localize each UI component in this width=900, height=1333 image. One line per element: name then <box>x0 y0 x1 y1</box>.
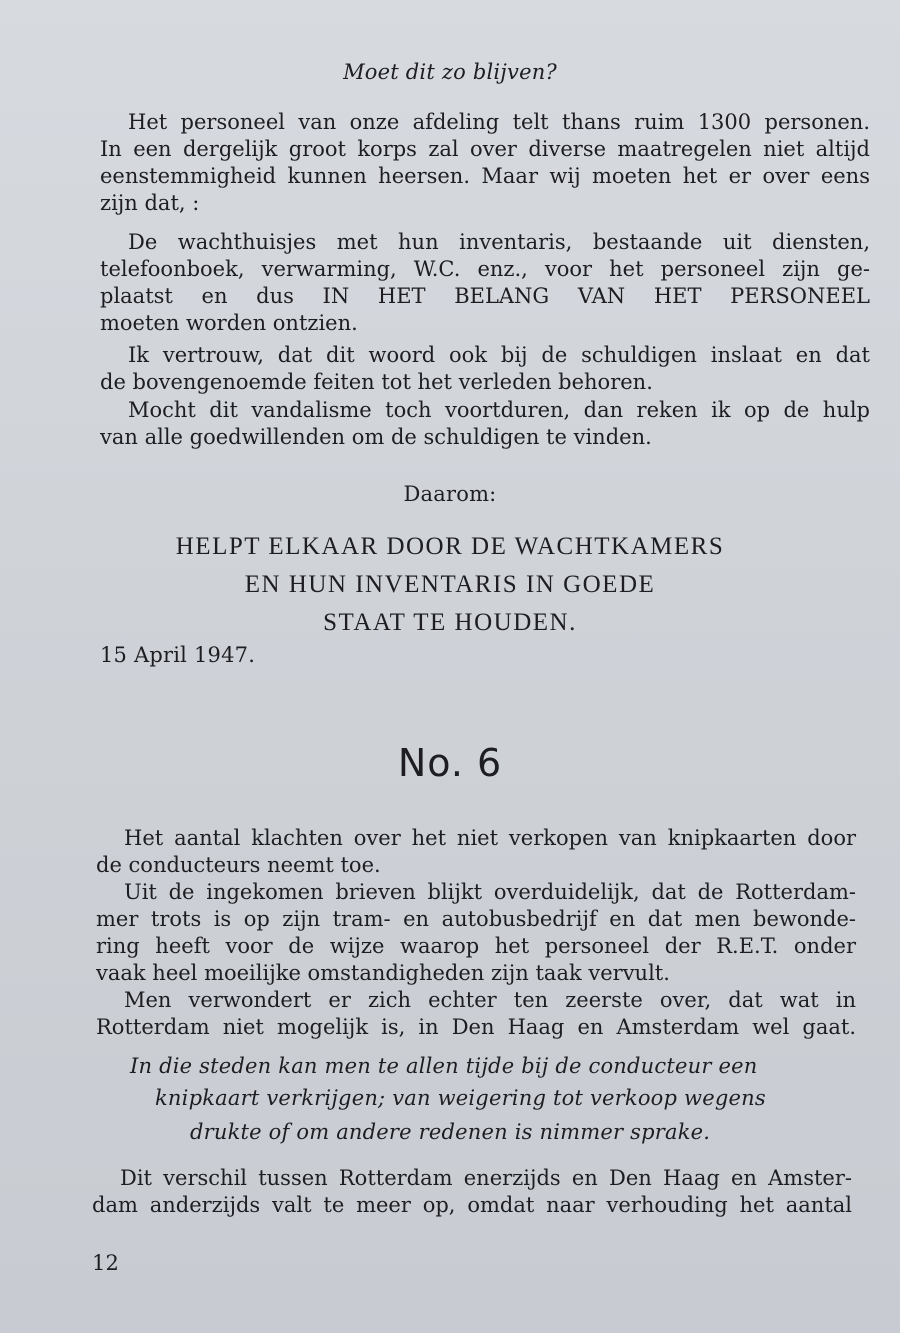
page-number: 12 <box>92 1251 120 1275</box>
paragraph-line: moeten worden ontzien. <box>100 311 358 335</box>
paragraph-line: plaatst en dus IN HET BELANG VAN HET PERSONEEL <box>100 284 870 308</box>
section2-paragraph-4 <box>92 1168 852 1222</box>
paragraph-line: Men verwondert er zich echter ten zeerste over, dat wat in <box>124 988 856 1012</box>
section2-paragraph-2 <box>96 882 856 990</box>
paragraph-line: de bovengenoemde feiten tot het verleden behoren. <box>100 370 653 394</box>
paragraph-line: zijn dat, : <box>100 191 200 215</box>
section2-paragraph-1 <box>96 828 856 882</box>
paragraph-line: Dit verschil tussen Rotterdam enerzijds en Den Haag en Amster- <box>120 1166 852 1190</box>
appeal-line: HELPT ELKAAR DOOR DE WACHTKAMERS <box>175 533 725 560</box>
paragraph-line: Rotterdam niet mogelijk is, in Den Haag en Amsterdam wel gaat. <box>96 1015 856 1039</box>
quote-line: knipkaart verkrijgen; van weigering tot verkoop wegens <box>155 1086 766 1110</box>
paragraph-line: In een dergelijk groot korps zal over diverse maatregelen niet altijd <box>100 137 870 161</box>
paragraph-line: Ik vertrouw, dat dit woord ook bij de schuldigen inslaat en dat <box>128 343 870 367</box>
paragraph-line: ring heeft voor de wijze waarop het personeel der R.E.T. onder <box>96 934 856 958</box>
paragraph-line: van alle goedwillenden om de schuldigen te vinden. <box>100 425 652 449</box>
paragraph-line: Uit de ingekomen brieven blijkt overduidelijk, dat de Rotterdam- <box>124 880 856 904</box>
paragraph-2 <box>100 232 870 340</box>
paragraph-line: Het aantal klachten over het niet verkopen van knipkaarten door <box>124 826 856 850</box>
appeal-line: EN HUN INVENTARIS IN GOEDE <box>244 571 656 598</box>
page-heading: Moet dit zo blijven? <box>343 60 557 84</box>
daarom-label: Daarom: <box>403 482 497 506</box>
paragraph-line: De wachthuisjes met hun inventaris, bestaande uit diensten, <box>128 230 870 254</box>
paragraph-line: vaak heel moeilijke omstandigheden zijn taak vervult. <box>96 961 670 985</box>
paragraph-line: de conducteurs neemt toe. <box>96 853 381 877</box>
paragraph-line: telefoonboek, verwarming, W.C. enz., voor het personeel zijn ge- <box>100 257 870 281</box>
section2-paragraph-3 <box>96 990 856 1044</box>
paragraph-line: dam anderzijds valt te meer op, omdat naar verhouding het aantal <box>92 1193 852 1217</box>
paragraph-line: eenstemmigheid kunnen heersen. Maar wij moeten het er over eens <box>100 164 870 188</box>
paragraph-3 <box>100 345 870 399</box>
quote-line: In die steden kan men te allen tijde bij de conducteur een <box>130 1054 758 1078</box>
section-heading: No. 6 <box>397 741 503 785</box>
paragraph-line: Het personeel van onze afdeling telt thans ruim 1300 personen. <box>128 110 870 134</box>
paragraph-line: mer trots is op zijn tram- en autobusbedrijf en dat men bewonde- <box>96 907 856 931</box>
date-line: 15 April 1947. <box>100 643 256 667</box>
appeal-line: STAAT TE HOUDEN. <box>323 609 577 636</box>
paragraph-line: Mocht dit vandalisme toch voortduren, dan reken ik op de hulp <box>128 398 870 422</box>
paragraph-1 <box>100 112 870 220</box>
paragraph-4 <box>100 400 870 454</box>
quote-line: drukte of om andere redenen is nimmer sprake. <box>190 1120 711 1144</box>
